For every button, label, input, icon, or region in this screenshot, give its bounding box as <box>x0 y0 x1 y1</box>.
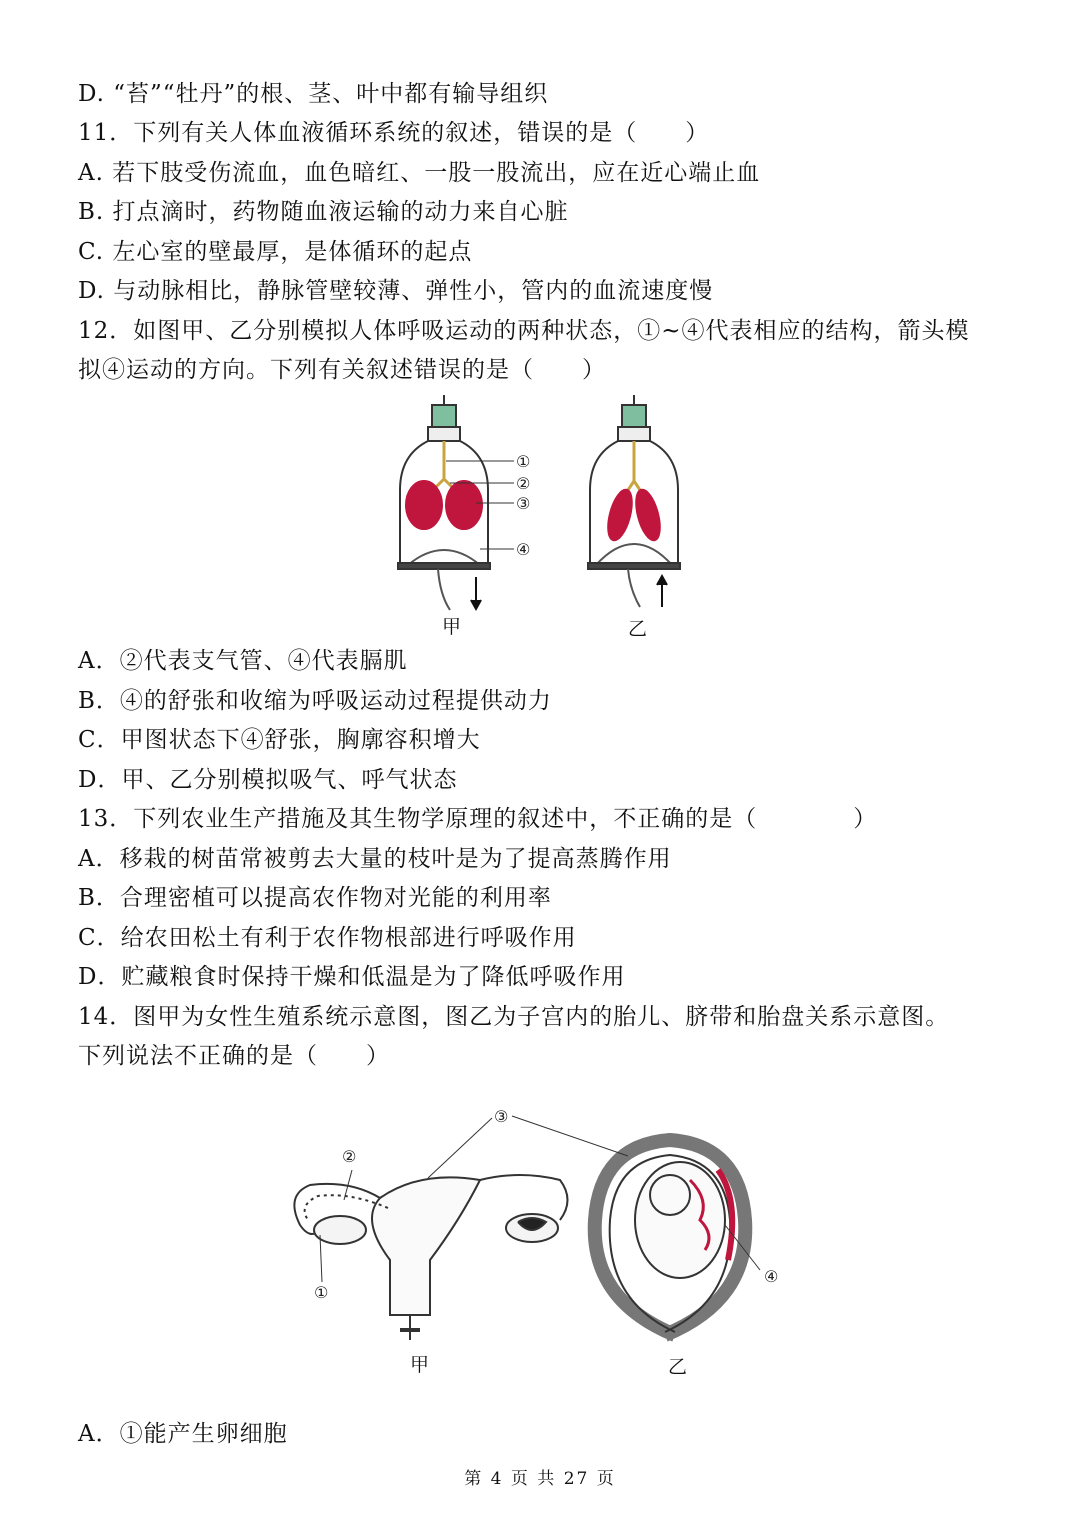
q12-option-b: B．④的舒张和收缩为呼吸运动过程提供动力 <box>78 688 552 714</box>
uterus-diagram-jia <box>294 1175 567 1340</box>
q11-option-b: B. 打点滴时，药物随血液运输的动力来自心脏 <box>78 199 569 225</box>
q12-option-a: A．②代表支气管、④代表膈肌 <box>78 648 408 674</box>
marker-4-fig2: ④ <box>764 1267 779 1286</box>
q13-option-c: C．给农田松土有利于农作物根部进行呼吸作用 <box>78 925 577 951</box>
lung-left-yi <box>604 487 637 542</box>
reproductive-system-figure <box>270 1100 800 1385</box>
marker-1-fig2: ① <box>314 1283 329 1302</box>
lung-right-yi <box>632 487 665 542</box>
q12-option-d: D．甲、乙分别模拟吸气、呼气状态 <box>78 767 458 793</box>
q13-option-b: B．合理密植可以提高农作物对光能的利用率 <box>78 885 552 911</box>
q13-option-d: D．贮藏粮食时保持干燥和低温是为了降低呼吸作用 <box>78 964 626 990</box>
q11-option-c: C. 左心室的壁最厚，是体循环的起点 <box>78 239 473 265</box>
question-12-line2: 拟④运动的方向。下列有关叙述错误的是（ ） <box>78 357 606 383</box>
q11-option-d: D. 与动脉相比，静脉管壁较薄、弹性小，管内的血流速度慢 <box>78 278 714 304</box>
q14-option-a: A．①能产生卵细胞 <box>78 1421 288 1447</box>
marker-2-fig2: ② <box>342 1147 357 1166</box>
q13-option-a: A．移栽的树苗常被剪去大量的枝叶是为了提高蒸腾作用 <box>78 846 672 872</box>
question-11: 11．下列有关人体血液循环系统的叙述，错误的是（ ） <box>78 120 710 146</box>
question-13: 13．下列农业生产措施及其生物学原理的叙述中，不正确的是（ ） <box>78 806 878 832</box>
page-footer: 第 4 页 共 27 页 <box>464 1469 616 1489</box>
fig1-label-yi: 乙 <box>628 618 648 640</box>
marker-2-fig1: ② <box>516 474 531 493</box>
bottle-yi <box>588 395 680 607</box>
option-d-prev: D. “苔”“牡丹”的根、茎、叶中都有输导组织 <box>78 81 549 107</box>
breathing-model-figure <box>380 395 700 640</box>
fig1-label-jia: 甲 <box>442 616 462 638</box>
q12-option-c: C．甲图状态下④舒张，胸廓容积增大 <box>78 727 481 753</box>
fig2-label-jia: 甲 <box>410 1354 430 1376</box>
lung-left-jia <box>406 481 442 529</box>
question-14-line1: 14．图甲为女性生殖系统示意图，图乙为子宫内的胎儿、脐带和胎盘关系示意图。 <box>78 1004 950 1030</box>
lung-right-jia <box>446 481 482 529</box>
fig2-label-yi: 乙 <box>668 1356 688 1378</box>
marker-3-fig1: ③ <box>516 494 531 513</box>
marker-3-fig2: ③ <box>494 1107 509 1126</box>
question-14-line2: 下列说法不正确的是（ ） <box>78 1043 390 1069</box>
marker-1-fig1: ① <box>516 452 531 471</box>
q11-option-a: A. 若下肢受伤流血，血色暗红、一股一股流出，应在近心端止血 <box>78 160 761 186</box>
fetus-diagram-yi <box>595 1140 746 1335</box>
question-12-line1: 12．如图甲、乙分别模拟人体呼吸运动的两种状态，①~④代表相应的结构，箭头模 <box>78 318 970 344</box>
marker-4-fig1: ④ <box>516 540 531 559</box>
